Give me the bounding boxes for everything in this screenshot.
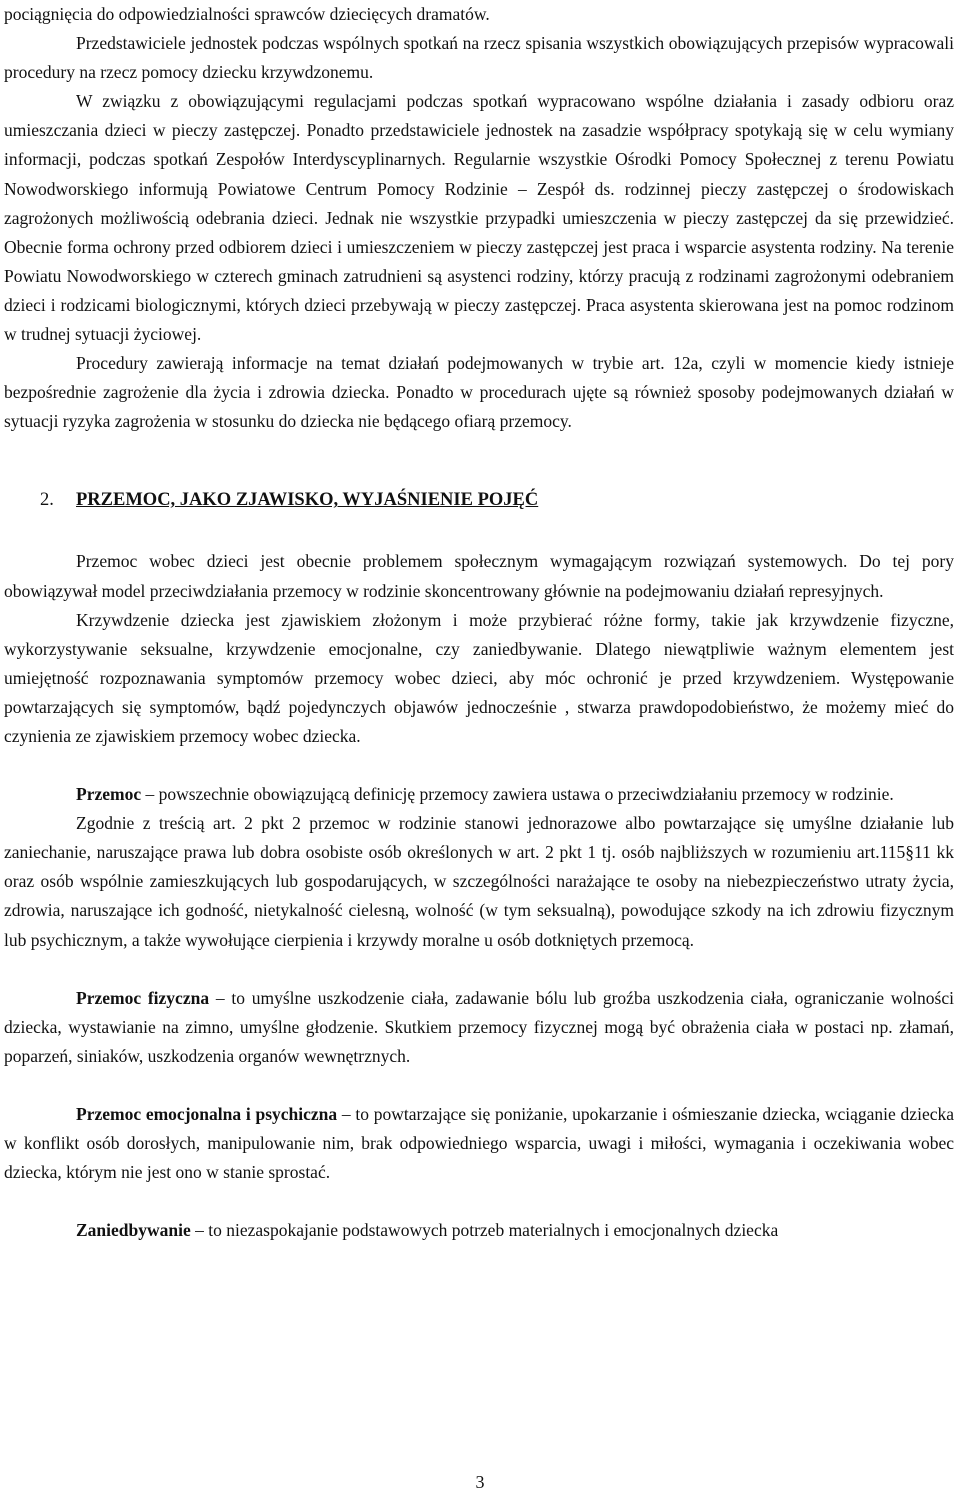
paragraph-procedures-content: Procedury zawierają informacje na temat działań podejmowanych w trybie art. 12a, czyli w momencie kiedy istnieje bezpośrednie zagrożenie dla życia i zdrowia dziecka. Ponadto w procedurach ujęte są również sposoby podejmowanych działań w sytuacji ryzyka zagrożenia w stosunku do dziecka nie będącego ofiarą przemocy. [4, 353, 954, 432]
definition-physical-violence [4, 984, 954, 1071]
definition-text: – to niezaspokajanie podstawowych potrzeb materialnych i emocjonalnych dziecka [190, 1220, 779, 1241]
definition-emotional-violence [4, 1100, 954, 1187]
definition-term: Przemoc [76, 784, 142, 805]
section-title: PRZEMOC, JAKO ZJAWISKO, WYJAŚNIENIE POJĘĆ [76, 490, 539, 511]
paragraph-child-harm: Krzywdzenie dziecka jest zjawiskiem złożonym i może przybierać różne formy, takie jak krzywdzenie fizyczne, wykorzystywanie seksualne, krzywdzenie emocjonalne, czy zaniedbywanie. Dlatego niewątpliwie ważnym elementem jest umiejętność rozpoznawania symptomów przemocy wobec dzieci, aby móc ochronić je przed krzywdzeniem. Występowanie powtarzających się symptomów, bądź pojedynczych objawów jednocześnie , stwarza prawdopodobieństwo, że możemy mieć do czynienia ze zjawiskiem przemocy wobec dziecka. [4, 609, 954, 746]
definition-text: – to powtarzające się poniżanie, upokarzanie i ośmieszanie dziecka, wciąganie dziecka w konflikt osób dorosłych, manipulowanie nim, brak odpowiedniego wsparcia, uwagi i miłości, wymagania i oczekiwania wobec dziecka, którym nie jest ono w stanie sprostać. [4, 1103, 954, 1183]
definition-text: – powszechnie obowiązującą definicję przemocy zawiera ustawa o przeciwdziałaniu przemocy w rodzinie. [141, 784, 894, 805]
paragraph-legal-definition: Zgodnie z treścią art. 2 pkt 2 przemoc w rodzinie stanowi jednorazowe albo powtarzające się umyślne działanie lub zaniechanie, naruszające prawa lub dobra osobiste osób określonych w art. 2 pkt 1 tj. osób najbliższych w rozumieniu art.115§11 kk oraz osób wspólnie zamieszkujących lub gospodarujących, w szczególności narażające te osoby na niebezpieczeństwo utraty życia, zdrowia, naruszające ich godność, nietykalność cielesną, wolność (w tym seksualną), powodujące szkody na ich zdrowiu fizycznym lub psychicznym, a także wywołujące cierpienia i krzywdy moralne u osób dotkniętych przemocą. [4, 813, 954, 950]
page-number: 3 [475, 1472, 485, 1492]
definition-text: – to umyślne uszkodzenie ciała, zadawanie bólu lub groźba uszkodzenia ciała, ograniczanie wolności dziecka, wystawianie na zimno, umyślne głodzenie. Skutkiem przemocy fizycznej mogą być obrażenia ciała w postaci np. złamań, poparzeń, siniaków, uszkodzenia organów wewnętrznych. [4, 987, 954, 1066]
definition-neglect [4, 1216, 954, 1245]
definition-term: Przemoc emocjonalna i psychiczna [76, 1103, 338, 1124]
paragraph-violence-intro: Przemoc wobec dzieci jest obecnie problemem społecznym wymagającym rozwiązań systemowych. Do tej pory obowiązywał model przeciwdziałania przemocy w rodzinie skoncentrowany głównie na podejmowaniu działań represyjnych. [4, 551, 954, 601]
definition-przemoc [4, 780, 954, 809]
definition-term: Zaniedbywanie [76, 1220, 191, 1241]
definition-term: Przemoc fizyczna [76, 987, 210, 1008]
section-number: 2. [40, 490, 54, 511]
paragraph-continuation: pociągnięcia do odpowiedzialności sprawców dziecięcych dramatów. [4, 4, 490, 24]
paragraph-procedures-intro: Przedstawiciele jednostek podczas wspólnych spotkań na rzecz spisania wszystkich obowiązujących przepisów wypracowali procedury na rzecz pomocy dziecku krzywdzonemu. [4, 33, 954, 83]
section-heading [4, 486, 954, 515]
paragraph-cooperation: W związku z obowiązującymi regulacjami podczas spotkań wypracowano wspólne działania i zasady odbioru oraz umieszczania dzieci w pieczy zastępczej. Ponadto przedstawiciele jednostek na zasadzie współpracy spotykają się w celu wymiany informacji, podczas spotkań Zespołów Interdyscyplinarnych. Regularnie wszystkie Ośrodki Pomocy Społecznej z terenu Powiatu Nowodworskiego informują Powiatowe Centrum Pomocy Rodzinie – Zespół ds. rodzinnej pieczy zastępczej o środowiskach zagrożonych możliwością odebrania dzieci. Jednak nie wszystkie przypadki umieszczenia w pieczy zastępczej da się przewidzieć. Obecnie forma ochrony przed odbiorem dzieci i umieszczeniem w pieczy zastępczej jest praca i wsparcie asystenta rodziny. Na terenie Powiatu Nowodworskiego w czterech gminach zatrudnieni są asystenci rodziny, którzy pracują z rodzinami zagrożonymi odebraniem dzieci i rodzicami biologicznymi, których dzieci przebywają w pieczy zastępczej. Praca asystenta skierowana jest na pomoc rodzinom w trudnej sytuacji życiowej. [4, 91, 954, 345]
